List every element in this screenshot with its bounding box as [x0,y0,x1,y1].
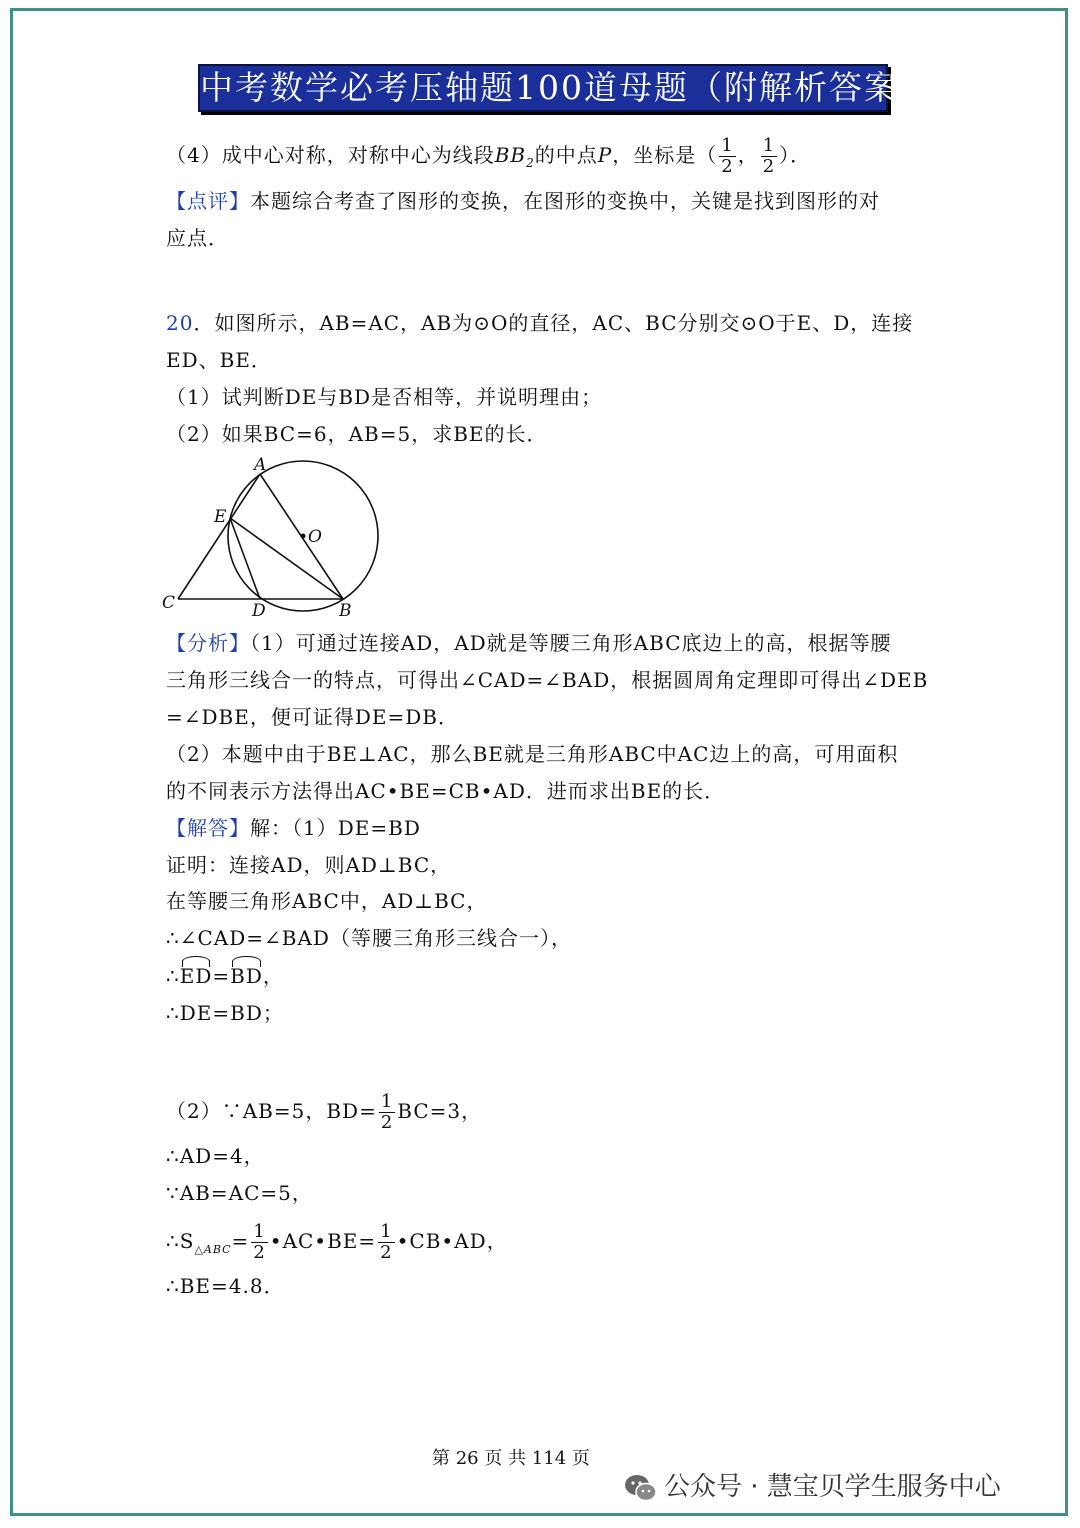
label-c: C [162,593,176,613]
page-number: 第 26 页 共 114 页 [432,1448,590,1469]
answer-tag: 【解答】 [166,816,250,840]
center-point [301,534,306,539]
page-title: 中考数学必考压轴题100道母题（附解析答案） [198,64,888,112]
answer-line-3: 在等腰三角形ABC中，AD⊥BC， [166,889,488,913]
fraction: $\frac{1}{2}$ [721,135,734,177]
review-tag: 【点评】 [166,189,250,213]
answer-part-2-line-1: （2）∵AB=5，BD= $\frac{1}{2}$ BC=3， [166,1091,483,1133]
question-20-part-2: （2）如果BC=6，AB=5，求BE的长． [166,422,548,446]
segment-ed [230,518,260,599]
question-20-stem-2: ED、BE． [166,348,272,372]
question-20-part-1: （1）试判断DE与BD是否相等，并说明理由； [166,385,603,409]
answer-line-4: ∴∠CAD=∠BAD（等腰三角形三线合一）， [166,926,572,950]
answer-line-1: 【解答】解：（1）DE=BD [166,816,421,840]
label-a: A [254,455,267,475]
fraction: $\frac{1}{2}$ [380,1221,393,1263]
geometry-diagram [158,450,398,625]
review-line-2: 应点． [166,226,229,250]
answer-part-2-line-3: ∵AB=AC=5， [166,1181,313,1205]
label-d: D [252,601,266,621]
analysis-line-1: 【分析】（1）可通过连接AD，AD就是等腰三角形ABC底边上的高，根据等腰 [166,631,892,655]
label-b: B [339,601,352,621]
fraction: $\frac{1}{2}$ [253,1221,266,1263]
fraction: $\frac{1}{2}$ [762,135,776,177]
fraction: $\frac{1}{2}$ [380,1091,394,1133]
label-e: E [214,507,227,527]
answer-line-5: ∴ED=BD， [166,964,284,988]
label-o: O [308,527,322,547]
segment-ac [178,474,260,599]
arc-bd: BD [230,964,263,988]
analysis-line-2: 三角形三线合一的特点，可得出∠CAD=∠BAD，根据圆周角定理即可得出∠DEB [166,668,929,692]
answer-line-6: ∴DE=BD； [166,1001,284,1025]
analysis-line-4: （2）本题中由于BE⊥AC，那么BE就是三角形ABC中AC边上的高，可用面积 [166,742,899,766]
answer-part-2-line-4: $\therefore S_{\triangle ABC}=$ $\frac{1}{2}$ •AC•BE= $\frac{1}{2}$ •CB•AD， [166,1221,508,1263]
wechat-icon [624,1473,658,1503]
answer-part-2-line-5: ∴BE=4.8． [166,1274,285,1298]
analysis-tag: 【分析】 [166,631,250,655]
wechat-watermark: 公众号 · 慧宝贝学生服务中心 [624,1466,1001,1503]
answer-line-2: 证明：连接AD，则AD⊥BC， [166,853,452,877]
arc-ed: ED [179,964,213,988]
analysis-line-5: 的不同表示方法得出AC•BE=CB•AD．进而求出BE的长． [166,779,726,803]
question-number: 20 [166,311,194,335]
analysis-line-3: =∠DBE，便可证得DE=DB． [166,705,459,729]
question-20-stem: 20．如图所示，AB=AC，AB为⊙O的直径，AC、BC分别交⊙O于E、D，连接 [166,311,914,335]
review-line-1: 【点评】本题综合考查了图形的变换，在图形的变换中，关键是找到图形的对 [166,189,880,213]
answer-part-2-line-2: ∴AD=4， [166,1144,265,1168]
item-4-line: （4）成中心对称，对称中心为线段$BB_2$的中点P，坐标是（ $\frac{1}{2}$ ， $\frac{1}{2}$ ）． [166,135,812,177]
